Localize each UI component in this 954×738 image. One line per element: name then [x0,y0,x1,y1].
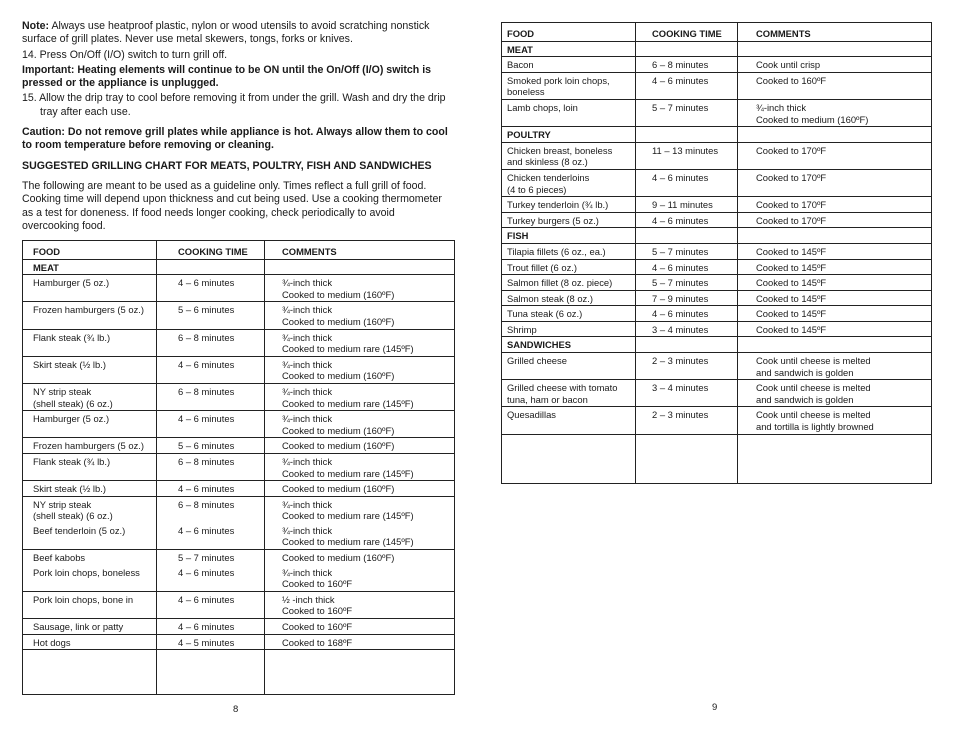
header-comments: COMMENTS [265,241,455,260]
step-14: 14. Press On/Off (I/O) switch to turn grill off. [22,48,228,61]
note-paragraph [22,20,450,47]
table-row [23,275,455,302]
table-row [502,290,932,306]
chart-body [502,23,932,484]
cooking-time-cell: 2 – 3 minutes [636,353,738,380]
food-name: Shrimp [507,323,537,335]
food-name: (4 to 6 pieces) [507,183,567,195]
cooking-time-cell: 6 – 8 minutes [157,329,265,356]
instructions-text [22,20,450,240]
comment-line: Cook until crisp [756,59,821,71]
header-cooking-time: COOKING TIME [636,23,738,42]
header-comments: COMMENTS [738,23,932,42]
food-name: Chicken breast, boneless [507,144,613,156]
table-row [23,496,455,523]
cooking-time-cell: 4 – 6 minutes [157,275,265,302]
comment-line: ¾-inch thick [282,277,333,289]
table-row [23,356,455,383]
table-row [23,565,455,592]
comments-cell [738,290,932,306]
food-name: Sausage, link or patty [33,621,124,633]
food-cell [23,523,157,550]
food-name: Frozen hamburgers (5 oz.) [33,440,144,452]
comment-line: Cooked to 168ºF [282,636,353,648]
category-row [502,228,932,244]
comment-line: ¾-inch thick [756,101,807,113]
food-cell [502,57,636,73]
header-food: FOOD [23,241,157,260]
table-row [23,329,455,356]
comments-cell [265,453,455,480]
food-cell [23,275,157,302]
cooking-time-cell: 3 – 4 minutes [636,380,738,407]
food-name: Frozen hamburgers (5 oz.) [33,304,144,316]
comment-line: Cooked to 170ºF [756,199,827,211]
table-row [502,275,932,291]
chart-title: SUGGESTED GRILLING CHART FOR MEATS, POULTRY, FISH AND SANDWICHES [22,159,432,172]
comment-line: Cooked to medium (160ºF) [756,113,869,125]
table-row [23,481,455,497]
table-row [23,411,455,438]
food-cell [502,212,636,228]
comment-line: Cooked to medium rare (145ºF) [282,536,414,548]
food-cell [502,169,636,196]
food-cell [502,142,636,169]
important-text: Important: Heating elements will continue to be ON until the On/Off (I/O) switch is pressed or the appliance is unplugged. [22,63,432,90]
category-row [502,41,932,57]
cooking-time-cell: 5 – 7 minutes [636,275,738,291]
food-name: Hamburger (5 oz.) [33,277,110,289]
food-cell [23,329,157,356]
food-name: Beef kabobs [33,552,86,564]
cooking-time-cell: 7 – 9 minutes [636,290,738,306]
comments-cell [738,197,932,213]
comments-cell [265,481,455,497]
chart-header-row [502,23,932,42]
food-name: Hamburger (5 oz.) [33,413,110,425]
comments-cell [738,275,932,291]
food-name: NY strip steak [33,498,92,510]
cooking-time-cell: 4 – 6 minutes [636,259,738,275]
cooking-time-cell: 5 – 7 minutes [636,99,738,126]
food-cell [502,275,636,291]
comment-line: Cooked to medium rare (145ºF) [282,467,414,479]
food-cell [23,383,157,410]
comment-line: ¾-inch thick [282,524,333,536]
food-cell [502,407,636,434]
category-label: MEAT [502,41,636,57]
comment-line: Cooked to medium (160ºF) [282,370,395,382]
comment-line: Cooked to medium (160ºF) [282,440,395,452]
category-label: SANDWICHES [502,337,636,353]
table-row [502,57,932,73]
food-name: Salmon steak (8 oz.) [507,292,593,304]
cooking-time-cell: 6 – 8 minutes [157,453,265,480]
cooking-time-cell: 2 – 3 minutes [636,407,738,434]
table-row [502,259,932,275]
comments-cell [738,407,932,434]
table-row [23,550,455,565]
comment-line: Cooked to 145ºF [756,245,827,257]
comments-cell [265,383,455,410]
food-name: Hot dogs [33,636,71,648]
comment-line: Cooked to 145ºF [756,323,827,335]
header-food: FOOD [502,23,636,42]
category-label: MEAT [23,259,157,275]
food-name: Grilled cheese with tomato [507,382,618,394]
comments-cell [265,496,455,523]
chart-header-row [23,241,455,260]
food-name: Pork loin chops, boneless [33,566,140,578]
comments-cell [738,142,932,169]
comments-cell [738,259,932,275]
important-note [22,64,450,91]
cooking-time-cell: 11 – 13 minutes [636,142,738,169]
note-text: Always use heatproof plastic, nylon or wood utensils to avoid scratching nonstick surface of grill plates. Never use metal skewers, tongs, forks or knives. [22,20,430,46]
food-name: Grilled cheese [507,355,567,367]
comments-cell [738,306,932,322]
cooking-time-cell: 6 – 8 minutes [157,383,265,410]
comment-line: Cooked to 145ºF [756,292,827,304]
comments-cell [738,72,932,99]
food-cell [23,550,157,565]
comments-cell [738,353,932,380]
comments-cell [265,411,455,438]
food-cell [502,306,636,322]
food-cell [502,197,636,213]
header-cooking-time: COOKING TIME [157,241,265,260]
comment-line: Cooked to 145ºF [756,261,827,273]
note-label: Note: [22,20,50,32]
table-row [502,197,932,213]
page-number: 8 [233,704,239,715]
comment-line: Cooked to medium (160ºF) [282,552,395,564]
comments-cell [265,523,455,550]
cooking-time-cell: 4 – 5 minutes [157,634,265,650]
food-cell [23,411,157,438]
cooking-time-cell: 9 – 11 minutes [636,197,738,213]
table-row [502,306,932,322]
comment-line: ¾-inch thick [282,358,333,370]
comments-cell [738,321,932,337]
cooking-time-cell: 4 – 6 minutes [157,619,265,635]
cooking-time-cell: 4 – 6 minutes [636,306,738,322]
food-cell [502,353,636,380]
comments-cell [738,212,932,228]
table-row [502,142,932,169]
comment-line: Cooked to 170ºF [756,171,827,183]
food-cell [502,290,636,306]
comment-line: Cooked to medium rare (145ºF) [282,397,414,409]
food-name: Pork loin chops, bone in [33,593,134,605]
cooking-time-cell: 4 – 6 minutes [157,523,265,550]
food-name: Bacon [507,59,534,71]
cooking-time-cell: 6 – 8 minutes [157,496,265,523]
category-row [23,259,455,275]
food-name: Turkey burgers (5 oz.) [507,214,599,226]
cooking-time-cell: 4 – 6 minutes [157,481,265,497]
comments-cell [738,243,932,259]
food-name: boneless [507,86,545,98]
table-row [23,302,455,329]
food-name: Skirt steak (½ lb.) [33,358,106,370]
cooking-time-cell: 4 – 6 minutes [157,356,265,383]
table-row [23,383,455,410]
food-name: Flank steak (¾ lb.) [33,455,111,467]
table-row [502,99,932,126]
cooking-time-cell: 4 – 6 minutes [157,591,265,618]
comment-line: Cooked to medium (160ºF) [282,483,395,495]
food-cell [502,243,636,259]
cooking-time-cell: 5 – 6 minutes [157,438,265,454]
comments-cell [265,302,455,329]
comment-line: Cook until cheese is melted [756,382,871,394]
comment-line: ¾-inch thick [282,498,333,510]
comment-line: Cooked to 160ºF [756,74,827,86]
cooking-time-cell: 6 – 8 minutes [636,57,738,73]
comment-line: Cooked to 160ºF [282,621,353,633]
cooking-time-cell: 5 – 6 minutes [157,302,265,329]
food-name: Quesadillas [507,409,556,421]
comments-cell [738,169,932,196]
food-cell [23,496,157,523]
comment-line: Cooked to 170ºF [756,144,827,156]
cooking-time-cell: 4 – 6 minutes [636,212,738,228]
comment-line: Cook until cheese is melted [756,355,871,367]
food-name: Beef tenderloin (5 oz.) [33,524,126,536]
table-row [23,634,455,650]
page-number: 9 [712,702,718,713]
comments-cell [265,275,455,302]
table-filler-row [502,434,932,483]
comment-line: Cooked to medium rare (145ºF) [282,510,414,522]
table-row [502,243,932,259]
table-filler-row [23,650,455,695]
comment-line: Cooked to medium rare (145ºF) [282,343,414,355]
table-row [23,453,455,480]
food-cell [502,380,636,407]
food-cell [23,356,157,383]
food-name: (shell steak) (6 oz.) [33,510,113,522]
table-row [502,353,932,380]
cooking-time-cell: 3 – 4 minutes [636,321,738,337]
food-cell [23,619,157,635]
comment-line: and sandwich is golden [756,393,854,405]
comments-cell [265,634,455,650]
caution-text: Caution: Do not remove grill plates while appliance is hot. Always allow them to cool to room temperature before removing or cleaning. [22,126,448,152]
food-name: Flank steak (¾ lb.) [33,331,111,343]
food-cell [23,565,157,592]
comments-cell [265,329,455,356]
comment-line: ¾-inch thick [282,413,333,425]
comment-line: Cooked to 145ºF [756,308,827,320]
food-name: Chicken tenderloins [507,171,590,183]
comment-line: Cook until cheese is melted [756,409,871,421]
food-cell [23,634,157,650]
food-name: Smoked pork loin chops, [507,74,610,86]
table-row [502,407,932,434]
chart-intro: The following are meant to be used as a guideline only. Times reflect a full grill of food. Cooking time will depend upon thickness and cut being used. Use a cooking thermometer as a test for doneness. If food needs longer cooking, check periodically to avoid overcooking food. [22,179,442,232]
table-row [502,321,932,337]
food-name: and skinless (8 oz.) [507,156,588,168]
food-cell [23,591,157,618]
step-15: 15. Allow the drip tray to cool before removing it from under the grill. Wash and dry the drip tray after each use. [22,92,446,118]
food-name: Turkey tenderloin (¾ lb.) [507,199,609,211]
category-label: POULTRY [502,127,636,143]
category-row [502,127,932,143]
comments-cell [265,550,455,565]
food-name: (shell steak) (6 oz.) [33,397,113,409]
comments-cell [265,438,455,454]
food-cell [23,438,157,454]
comments-cell [738,380,932,407]
cooking-time-cell: 5 – 7 minutes [157,550,265,565]
cooking-time-cell: 4 – 6 minutes [157,565,265,592]
comments-cell [265,619,455,635]
food-name: Lamb chops, loin [507,101,578,113]
food-name: NY strip steak [33,385,92,397]
table-row [23,438,455,454]
food-cell [502,72,636,99]
comment-line: Cooked to 145ºF [756,277,827,289]
category-label: FISH [502,228,636,244]
table-row [23,591,455,618]
comment-line: Cooked to 160ºF [282,578,353,590]
food-name: Trout fillet (6 oz.) [507,261,577,273]
comment-line: Cooked to medium (160ºF) [282,288,395,300]
food-cell [23,453,157,480]
table-row [502,72,932,99]
table-row [502,212,932,228]
comment-line: and tortilla is lightly browned [756,421,874,433]
right-page [477,0,954,738]
comment-line: ¾-inch thick [282,455,333,467]
caution-note [22,126,450,153]
cooking-time-cell: 4 – 6 minutes [636,169,738,196]
table-row [23,523,455,550]
food-name: Tuna steak (6 oz.) [507,308,583,320]
comment-line: Cooked to medium (160ºF) [282,424,395,436]
comment-line: Cooked to medium (160ºF) [282,315,395,327]
table-row [502,169,932,196]
cooking-time-cell: 4 – 6 minutes [636,72,738,99]
category-row [502,337,932,353]
food-name: Tilapia fillets (6 oz., ea.) [507,245,606,257]
grilling-chart-right [501,22,932,484]
comments-cell [265,356,455,383]
comment-line: Cooked to 160ºF [282,605,353,617]
food-name: tuna, ham or bacon [507,393,588,405]
comment-line: ½ -inch thick [282,593,335,605]
food-cell [23,481,157,497]
comment-line: ¾-inch thick [282,385,333,397]
chart-body [23,241,455,695]
comment-line: and sandwich is golden [756,366,854,378]
comment-line: Cooked to 170ºF [756,214,827,226]
food-name: Salmon fillet (8 oz. piece) [507,277,613,289]
food-cell [23,302,157,329]
comments-cell [738,57,932,73]
table-row [23,619,455,635]
food-cell [502,99,636,126]
comment-line: ¾-inch thick [282,304,333,316]
cooking-time-cell: 4 – 6 minutes [157,411,265,438]
grilling-chart-left [22,240,455,695]
cooking-time-cell: 5 – 7 minutes [636,243,738,259]
comment-line: ¾-inch thick [282,566,333,578]
comments-cell [265,565,455,592]
table-row [502,380,932,407]
food-cell [502,259,636,275]
comments-cell [265,591,455,618]
food-cell [502,321,636,337]
food-name: Skirt steak (½ lb.) [33,483,106,495]
comment-line: ¾-inch thick [282,331,333,343]
comments-cell [738,99,932,126]
